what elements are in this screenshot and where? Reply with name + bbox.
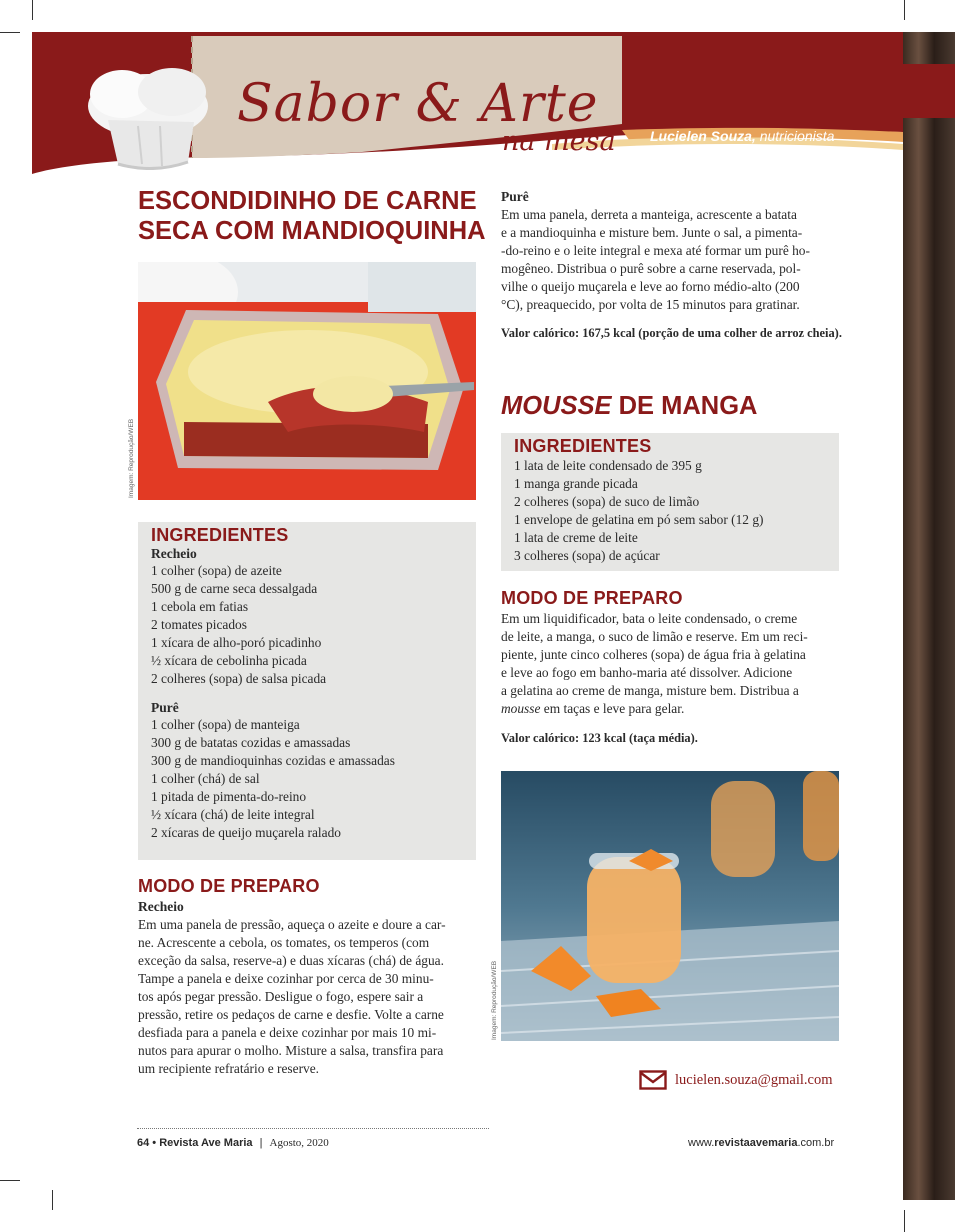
recheio-label: Recheio (151, 546, 197, 561)
ingredient-item: 2 colheres (sopa) de salsa picada (151, 671, 327, 686)
ingredient-item: 1 manga grande picada (514, 476, 638, 491)
pure-label: Purê (151, 700, 179, 715)
section-header (32, 32, 903, 174)
method-line: e a mandioquinha e misture bem. Junte o sal, a pimenta- (501, 225, 803, 240)
crop-mark (904, 1210, 905, 1232)
author-byline (650, 128, 834, 144)
ingredient-item: 1 pitada de pimenta-do-reino (151, 789, 307, 804)
crop-mark (52, 1190, 53, 1210)
recipe-title-line: ESCONDIDINHO DE CARNE (138, 187, 477, 215)
method-line: vilhe o queijo muçarela e leve ao forno médio-alto (200 (501, 279, 800, 294)
method-pure (501, 188, 839, 314)
ingredient-item: 3 colheres (sopa) de açúcar (514, 548, 660, 563)
method-italic: mousse (501, 701, 541, 716)
method-recheio-label: Recheio (138, 899, 184, 914)
ingredient-item: 1 colher (sopa) de manteiga (151, 717, 300, 732)
issue-date: Agosto, 2020 (269, 1137, 329, 1149)
pure-list (151, 716, 476, 842)
method-line: nutos para apurar o molho. Misture a salsa, transfira para (138, 1043, 444, 1058)
email-address[interactable]: lucielen.souza@gmail.com (675, 1071, 833, 1088)
chef-hat-icon (78, 60, 218, 170)
ingredient-item: 300 g de mandioquinhas cozidas e amassadas (151, 753, 395, 768)
author-email[interactable] (639, 1070, 833, 1090)
footer-rule (137, 1128, 489, 1129)
crop-mark (32, 0, 33, 20)
mail-icon (639, 1070, 667, 1090)
ingredient-item: 1 lata de creme de leite (514, 530, 638, 545)
ingredient-item: ½ xícara de cebolinha picada (151, 653, 307, 668)
ingredients-box-mousse (501, 433, 839, 571)
method-line: °C), preaquecido, por volta de 15 minutos para gratinar. (501, 297, 800, 312)
method-line: exceção da salsa, reserve-a) e duas xícaras (chá) de água. (138, 953, 444, 968)
next-page-bleed (903, 32, 955, 1200)
escondidinho-photo (138, 262, 476, 500)
ingredients-box-escondidinho (138, 522, 476, 860)
method-rest: em taças e leve para gelar. (540, 701, 685, 716)
ingredient-item: 2 xícaras de queijo muçarela ralado (151, 825, 341, 840)
method-line: de leite, a manga, o suco de limão e reserve. Em um reci- (501, 629, 808, 644)
method-line: desfiada para a panela e deixe cozinhar por mais 10 mi- (138, 1025, 437, 1040)
recheio-list (151, 562, 476, 688)
author-name: Lucielen Souza, (650, 128, 756, 144)
ingredient-item: 500 g de carne seca dessalgada (151, 581, 318, 596)
photo-credit: Imagem: Reprodução/WEB (128, 418, 135, 498)
ingredients-heading: INGREDIENTES (514, 436, 652, 456)
method-line: Tampe a panela e deixe cozinhar por cerca de 30 minu- (138, 971, 434, 986)
calories-escondidinho: Valor calórico: 167,5 kcal (porção de uma colher de arroz cheia). (501, 326, 842, 340)
ingredient-item: 1 envelope de gelatina em pó sem sabor (12 g) (514, 512, 764, 527)
method-line: ne. Acrescente a cebola, os tomates, os temperos (com (138, 935, 430, 950)
recipe-title-line: SECA COM MANDIOQUINHA (138, 217, 486, 245)
page-number: 64 • Revista Ave Maria (137, 1137, 253, 1149)
recipe-title-rest: DE MANGA (611, 392, 758, 420)
recipe-title-escondidinho (138, 186, 486, 246)
crop-mark (0, 32, 20, 33)
footer-separator: | (259, 1137, 263, 1149)
method-line: um recipiente refratário e reserve. (138, 1061, 320, 1076)
method-line: tos após pegar pressão. Desligue o fogo, espere sair a (138, 989, 424, 1004)
brand-title: Sabor & Arte (237, 74, 599, 134)
recipe-title-mousse (501, 392, 757, 421)
crop-mark (904, 0, 905, 20)
method-line: a gelatina ao creme de manga, misture bem. Distribua a (501, 683, 799, 698)
footer-website[interactable] (688, 1137, 834, 1149)
ingredient-item: 1 lata de leite condensado de 395 g (514, 458, 702, 473)
ingredient-item: 1 xícara de alho-poró picadinho (151, 635, 322, 650)
method-line: piente, junte cinco colheres (sopa) de água fria à gelatina (501, 647, 806, 662)
site-suffix: .com.br (797, 1137, 835, 1149)
method-line: pressão, retire os pedaços de carne e desfie. Volte a carne (138, 1007, 444, 1022)
brand-subtitle: na mesa (502, 126, 616, 157)
author-role: nutricionista (755, 128, 835, 144)
method-line: Em uma panela de pressão, aqueça o azeite e doure a car- (138, 917, 446, 932)
mousse-photo (501, 771, 839, 1041)
ingredient-item: 1 cebola em fatias (151, 599, 249, 614)
method-line: Em um liquidificador, bata o leite condensado, o creme (501, 611, 798, 626)
ingredients-heading: INGREDIENTES (151, 525, 289, 545)
method-line: Em uma panela, derreta a manteiga, acrescente a batata (501, 207, 797, 222)
method-pure-label: Purê (501, 189, 529, 204)
method-recheio (138, 898, 476, 1078)
mousse-ingredient-list (514, 457, 839, 565)
next-page-tab (903, 64, 955, 118)
photo-credit: Imagem: Reprodução/WEB (491, 960, 498, 1040)
method-line-last (501, 700, 839, 718)
method-heading: MODO DE PREPARO (501, 588, 683, 608)
ingredient-item: ½ xícara (chá) de leite integral (151, 807, 315, 822)
method-line: -do-reino e o leite integral e mexa até formar um purê ho- (501, 243, 810, 258)
calories-mousse: Valor calórico: 123 kcal (taça média). (501, 731, 698, 745)
ingredient-item: 1 colher (sopa) de azeite (151, 563, 282, 578)
crop-mark (0, 1180, 20, 1181)
ingredient-item: 300 g de batatas cozidas e amassadas (151, 735, 351, 750)
ingredient-item: 2 colheres (sopa) de suco de limão (514, 494, 700, 509)
site-prefix: www. (688, 1137, 715, 1149)
method-line: mogêneo. Distribua o purê sobre a carne reservada, pol- (501, 261, 801, 276)
recipe-title-italic: MOUSSE (501, 392, 612, 420)
ingredient-item: 2 tomates picados (151, 617, 247, 632)
footer-publication (137, 1137, 329, 1149)
method-heading: MODO DE PREPARO (138, 876, 320, 896)
method-line: e leve ao fogo em banho-maria até dissolver. Adicione (501, 665, 793, 680)
site-name: revistaavemaria (714, 1137, 798, 1149)
method-mousse (501, 610, 839, 718)
ingredient-item: 1 colher (chá) de sal (151, 771, 260, 786)
